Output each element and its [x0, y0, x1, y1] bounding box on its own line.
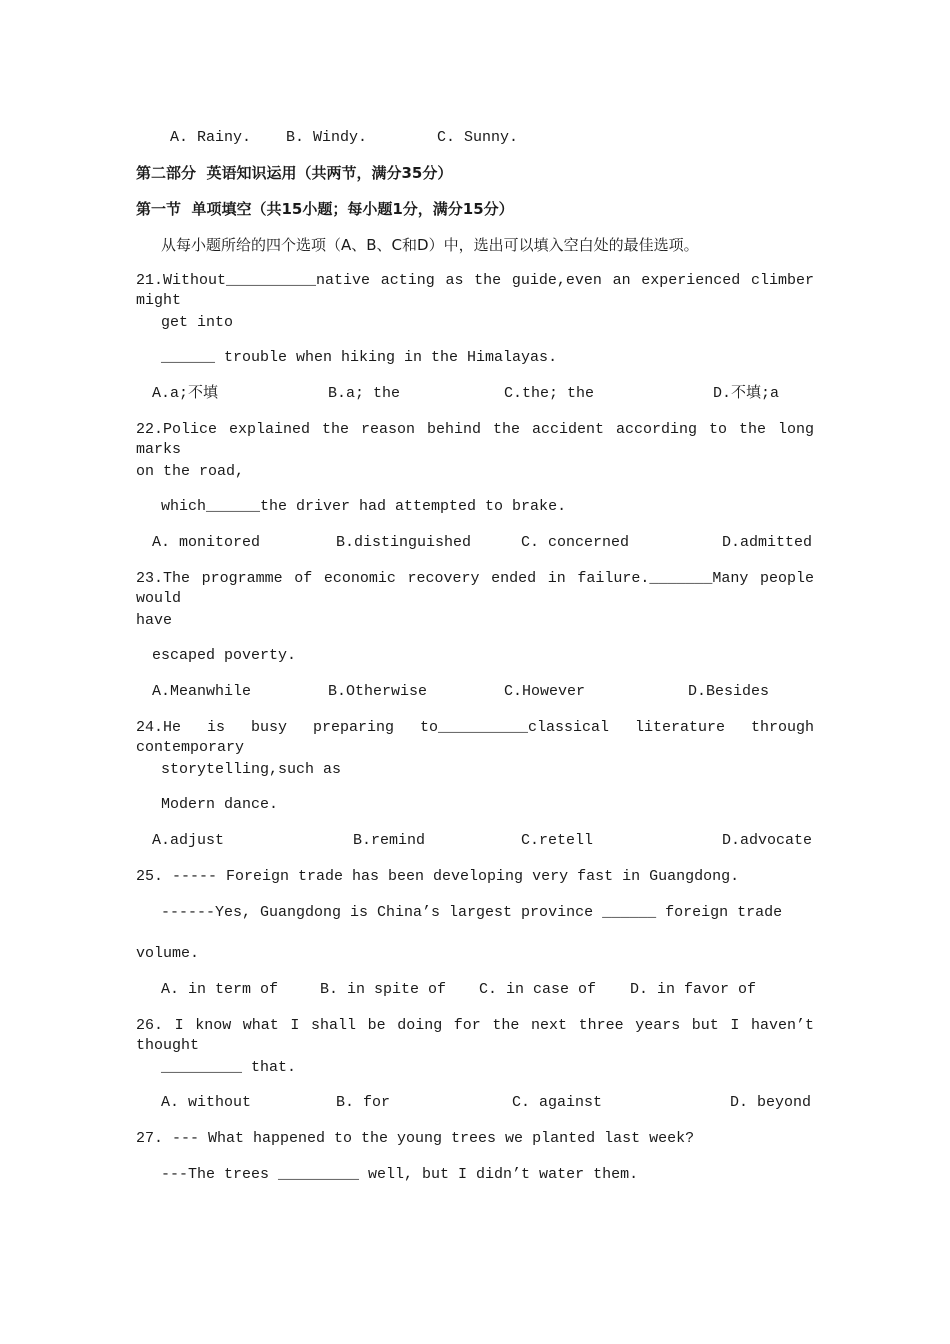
q26-option-b: B. for	[336, 1094, 391, 1111]
question-22-line3: which______the driver had attempted to brake.	[161, 498, 567, 515]
q26-option-c: C. against	[512, 1094, 603, 1111]
question-26-stem: 26. I know what I shall be doing for the next three years but I haven’t thought	[136, 1017, 814, 1054]
question-23-line3: escaped poverty.	[152, 647, 297, 664]
option-a: A. Rainy.	[170, 129, 252, 146]
question-27-stem: 27. --- What happened to the young trees we planted last week?	[136, 1130, 695, 1147]
q25-option-a: A. in term of	[161, 981, 279, 998]
q26-option-d: D. beyond	[730, 1094, 812, 1111]
option-c: C. Sunny.	[437, 129, 519, 146]
q23-option-d: D.Besides	[688, 683, 770, 700]
q24-option-c: C.retell	[521, 832, 594, 849]
q21-option-d: D.不填;a	[713, 385, 780, 402]
q26-option-a: A. without	[161, 1094, 252, 1111]
question-24-line3: Modern dance.	[161, 796, 279, 813]
instruction: 从每小题所给的四个选项（A、B、C和D）中，选出可以填入空白处的最佳选项。	[161, 236, 699, 254]
question-25-line3: volume.	[136, 945, 200, 962]
q22-option-a: A. monitored	[152, 534, 261, 551]
part-title: 第二部分 英语知识运用（共两节，满分35分）	[136, 164, 453, 182]
question-22-stem: 22.Police explained the reason behind the accident according to the long marks	[136, 421, 814, 458]
question-23-stem: 23.The programme of economic recovery ended in failure._______Many people would	[136, 570, 814, 607]
q25-option-c: C. in case of	[479, 981, 597, 998]
question-21-stem: 21.Without__________native acting as the guide,even an experienced climber might	[136, 272, 814, 309]
question-25-stem: 25. ----- Foreign trade has been developing very fast in Guangdong.	[136, 868, 740, 885]
q25-option-b: B. in spite of	[320, 981, 447, 998]
q22-option-c: C. concerned	[521, 534, 630, 551]
q22-option-b: B.distinguished	[336, 534, 472, 551]
question-21-line2: get into	[161, 314, 234, 331]
q24-option-d: D.advocate	[722, 832, 813, 849]
q24-option-a: A.adjust	[152, 832, 225, 849]
option-b: B. Windy.	[286, 129, 368, 146]
q23-option-a: A.Meanwhile	[152, 683, 252, 700]
q22-option-d: D.admitted	[722, 534, 813, 551]
q24-option-b: B.remind	[353, 832, 426, 849]
question-22-line2: on the road,	[136, 463, 245, 480]
q21-option-c: C.the; the	[504, 385, 595, 402]
q23-option-b: B.Otherwise	[328, 683, 428, 700]
section-title: 第一节 单项填空（共15小题；每小题1分，满分15分）	[136, 200, 514, 218]
question-26-line2: _________ that.	[161, 1059, 297, 1076]
question-27-line2: ---The trees _________ well, but I didn’t water them.	[161, 1166, 639, 1183]
question-23-line2: have	[136, 612, 173, 629]
question-24-line2: storytelling,such as	[161, 761, 342, 778]
q21-option-b: B.a; the	[328, 385, 401, 402]
question-21-line3: ______ trouble when hiking in the Himalayas.	[161, 349, 558, 366]
q21-option-a: A.a;不填	[152, 385, 219, 402]
question-24-stem: 24.He is busy preparing to__________classical literature through contemporary	[136, 719, 814, 756]
q25-option-d: D. in favor of	[630, 981, 757, 998]
q23-option-c: C.However	[504, 683, 586, 700]
question-25-line2: ------Yes, Guangdong is China’s largest province ______ foreign trade	[161, 904, 783, 921]
